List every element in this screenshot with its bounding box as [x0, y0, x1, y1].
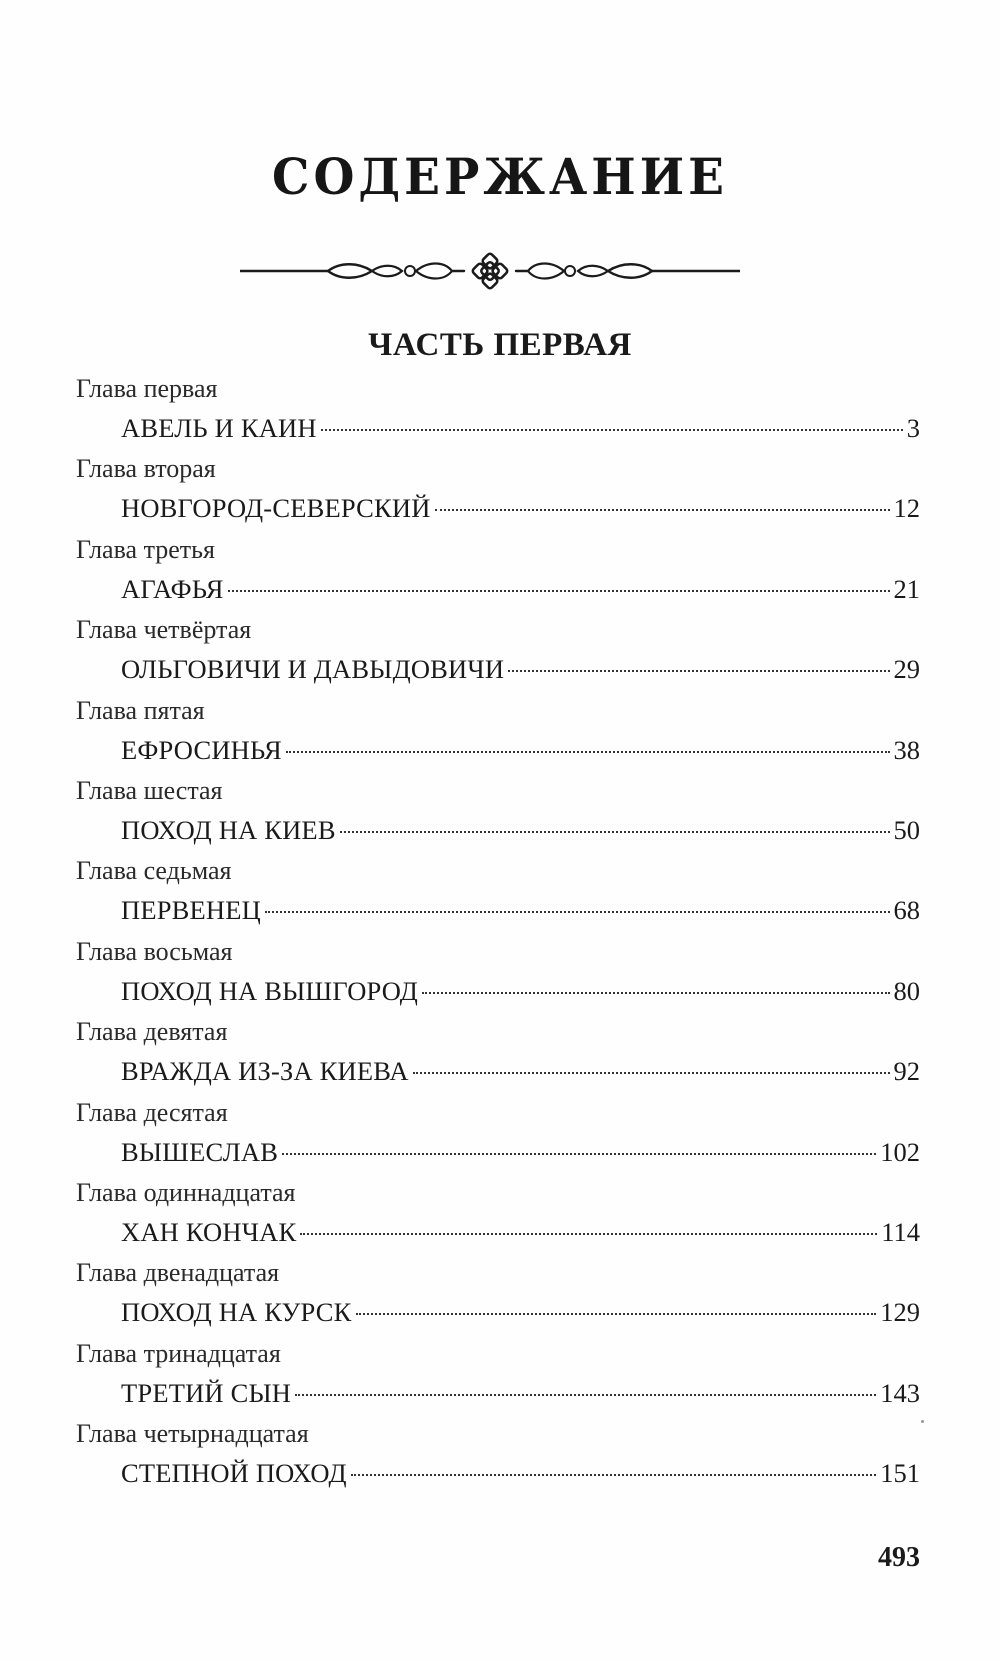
- chapter-label: Глава шестая: [76, 775, 223, 805]
- dot-leader: [228, 590, 890, 592]
- chapter-row: [121, 812, 920, 848]
- chapter-title: ВРАЖДА ИЗ-ЗА КИЕВА: [121, 1056, 409, 1087]
- chapter-title: ВЫШЕСЛАВ: [121, 1136, 279, 1167]
- chapter-label: Глава одиннадцатая: [76, 1177, 296, 1207]
- toc-entry[interactable]: [76, 613, 920, 693]
- dot-leader: [300, 1233, 877, 1235]
- toc-entry[interactable]: [76, 372, 920, 452]
- chapter-title: ПЕРВЕНЕЦ: [121, 895, 261, 926]
- contents-heading: СОДЕРЖАНИЕ: [272, 148, 728, 207]
- toc-entry[interactable]: [76, 1256, 920, 1336]
- toc-entry[interactable]: [76, 1417, 920, 1497]
- chapter-page-number: 50: [893, 814, 920, 845]
- chapter-title: АГАФЬЯ: [121, 573, 224, 604]
- ornament-divider-icon: [240, 248, 740, 294]
- chapter-page-number: 21: [893, 573, 920, 604]
- chapter-page-number: 129: [880, 1297, 920, 1328]
- dot-leader: [351, 1474, 877, 1476]
- dot-leader: [321, 429, 903, 431]
- chapter-row: [121, 892, 920, 928]
- chapter-title: ПОХОД НА ВЫШГОРОД: [121, 975, 419, 1006]
- part-title: ЧАСТЬ ПЕРВАЯ: [368, 327, 632, 363]
- chapter-page-number: 29: [893, 654, 920, 685]
- toc-entry[interactable]: [76, 533, 920, 613]
- chapter-page-number: 102: [880, 1136, 920, 1167]
- chapter-title: ТРЕТИЙ СЫН: [121, 1377, 292, 1408]
- chapter-title: ОЛЬГОВИЧИ И ДАВЫДОВИЧИ: [121, 654, 505, 685]
- chapter-row: [121, 1134, 920, 1170]
- toc-entry[interactable]: [76, 1337, 920, 1417]
- chapter-row: [121, 1053, 920, 1089]
- dot-leader: [508, 670, 889, 672]
- chapter-page-number: 3: [906, 413, 920, 443]
- chapter-page-number: 68: [893, 895, 920, 926]
- chapter-label: Глава первая: [76, 374, 218, 403]
- chapter-row: [121, 732, 920, 768]
- dot-leader: [265, 911, 890, 913]
- dot-leader: [340, 831, 890, 833]
- chapter-page-number: 80: [893, 975, 920, 1006]
- chapter-title: АВЕЛЬ И КАИН: [121, 413, 317, 443]
- chapter-label: Глава четвёртая: [76, 615, 252, 645]
- chapter-label: Глава седьмая: [76, 856, 232, 886]
- chapter-row: [121, 1214, 920, 1250]
- chapter-title: СТЕПНОЙ ПОХОД: [121, 1458, 347, 1489]
- chapter-row: [121, 1294, 920, 1330]
- chapter-row: [121, 1455, 920, 1491]
- chapter-label: Глава пятая: [76, 695, 205, 725]
- chapter-page-number: 143: [880, 1377, 920, 1408]
- chapter-page-number: 114: [881, 1216, 920, 1247]
- toc-entry[interactable]: [76, 1176, 920, 1256]
- chapter-title: НОВГОРОД-СЕВЕРСКИЙ: [121, 493, 431, 524]
- toc-entry[interactable]: [76, 774, 920, 854]
- chapter-label: Глава двенадцатая: [76, 1258, 280, 1288]
- chapter-row: [121, 490, 920, 526]
- chapter-title: ПОХОД НА КУРСК: [121, 1297, 352, 1328]
- print-speck: [921, 1420, 924, 1423]
- chapter-label: Глава восьмая: [76, 936, 233, 966]
- toc-entry[interactable]: [76, 854, 920, 934]
- chapter-title: ПОХОД НА КИЕВ: [121, 814, 336, 845]
- chapter-label: Глава вторая: [76, 454, 216, 484]
- toc-entry[interactable]: [76, 1096, 920, 1176]
- dot-leader: [356, 1313, 877, 1315]
- toc-entry[interactable]: [76, 935, 920, 1015]
- dot-leader: [282, 1153, 876, 1155]
- dot-leader: [422, 992, 889, 994]
- table-of-contents: [76, 372, 920, 1497]
- chapter-page-number: 151: [880, 1458, 920, 1489]
- toc-entry[interactable]: [76, 452, 920, 532]
- dot-leader: [295, 1394, 876, 1396]
- chapter-page-number: 38: [893, 734, 920, 765]
- toc-entry[interactable]: [76, 1015, 920, 1095]
- chapter-label: Глава четырнадцатая: [76, 1419, 309, 1449]
- chapter-row: [121, 1375, 920, 1411]
- chapter-row: [121, 410, 920, 446]
- chapter-label: Глава девятая: [76, 1017, 228, 1047]
- chapter-row: [121, 973, 920, 1009]
- chapter-label: Глава третья: [76, 534, 215, 564]
- dot-leader: [413, 1072, 890, 1074]
- chapter-label: Глава тринадцатая: [76, 1338, 281, 1368]
- toc-entry[interactable]: [76, 694, 920, 774]
- chapter-row: [121, 651, 920, 687]
- chapter-row: [121, 571, 920, 607]
- chapter-page-number: 12: [893, 493, 920, 524]
- chapter-title: ЕФРОСИНЬЯ: [121, 734, 282, 765]
- dot-leader: [435, 509, 890, 511]
- chapter-title: ХАН КОНЧАК: [121, 1216, 297, 1247]
- page-number: 493: [878, 1542, 920, 1573]
- chapter-page-number: 92: [893, 1056, 920, 1087]
- chapter-label: Глава десятая: [76, 1097, 228, 1127]
- dot-leader: [286, 751, 890, 753]
